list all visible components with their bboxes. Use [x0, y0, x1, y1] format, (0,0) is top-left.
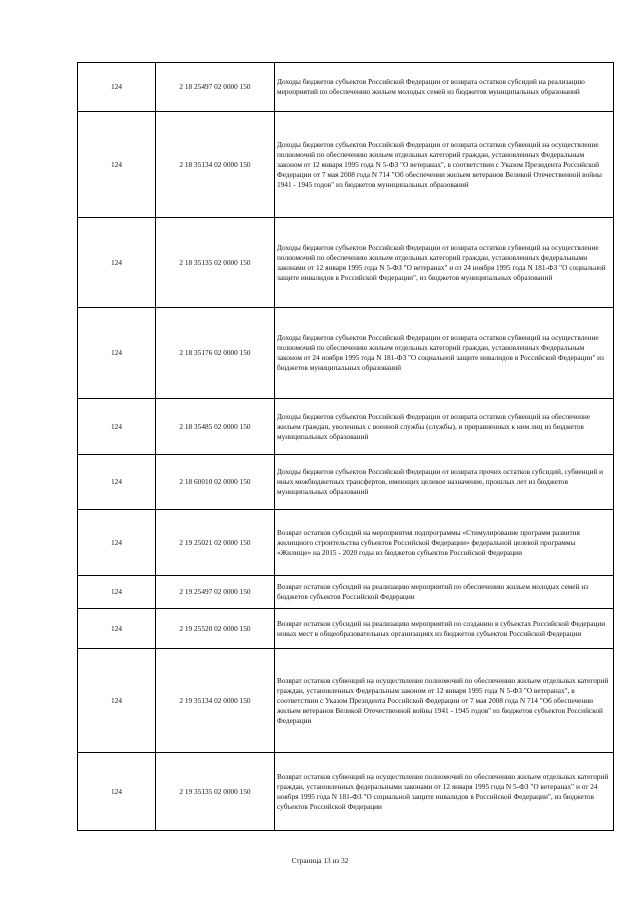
- table-row: [78, 753, 614, 831]
- description-cell: Доходы бюджетов субъектов Российской Федерации от возврата остатков субвенций на осуществление полномочий по обеспечению жильем отдельных категорий граждан, установленных федеральными законами от 12 января 1995 года N 5-ФЗ "О ветеранах" и от 24 ноября 1995 года N 181-ФЗ "О социальной защите инвалидов в Российской Федерации", из бюджетов муниципальных образований: [275, 218, 614, 308]
- budget-code-cell: 2 18 35135 02 0000 150: [156, 218, 275, 308]
- admin-code-cell: 124: [78, 576, 156, 609]
- budget-code-cell: 2 19 25021 02 0000 150: [156, 510, 275, 576]
- description-cell: Доходы бюджетов субъектов Российской Федерации от возврата остатков субвенций на осуществление полномочий по обеспечению жильем отдельных категорий граждан, установленных Федеральным законом от 12 января 1995 года N 5-ФЗ "О ветеранах", в соответствии с Указом Президента Российской Федерации от 7 мая 2008 года N 714 "Об обеспечении жильем ветеранов Великой Отечественной войны 1941 - 1945 годов" из бюджетов муниципальных образований: [275, 112, 614, 218]
- table-row: [78, 576, 614, 609]
- table-row: [78, 455, 614, 510]
- budget-code-cell: 2 19 35135 02 0000 150: [156, 753, 275, 831]
- budget-code-cell: 2 18 35485 02 0000 150: [156, 399, 275, 455]
- budget-code-cell: 2 18 35134 02 0000 150: [156, 112, 275, 218]
- description-cell: Доходы бюджетов субъектов Российской Федерации от возврата остатков субсидий на реализацию мероприятий по обеспечению жильем молодых семей из бюджетов муниципальных образований: [275, 63, 614, 112]
- description-cell: Возврат остатков субсидий на мероприятия подпрограммы «Стимулирование программ развития жилищного строительства субъектов Российской Федерации» федеральной целевой программы «Жилище» на 2015 - 2020 годы из бюджетов субъектов Российской Федерации: [275, 510, 614, 576]
- admin-code-cell: 124: [78, 112, 156, 218]
- budget-codes-table: [77, 62, 614, 831]
- admin-code-cell: 124: [78, 753, 156, 831]
- admin-code-cell: 124: [78, 399, 156, 455]
- table-row: [78, 649, 614, 753]
- budget-code-cell: 2 19 25497 02 0000 150: [156, 576, 275, 609]
- description-cell: Возврат остатков субвенций на осуществление полномочий по обеспечению жильем отдельных категорий граждан, установленных Федеральным законом от 12 января 1995 года N 5-ФЗ "О ветеранах", в соответствии с Указом Президента Российской Федерации от 7 мая 2008 года N 714 "Об обеспечении жильем ветеранов Великой Отечественной войны 1941 - 1945 годов" из бюджетов субъектов Российской Федерации: [275, 649, 614, 753]
- admin-code-cell: 124: [78, 455, 156, 510]
- table-row: [78, 218, 614, 308]
- admin-code-cell: 124: [78, 649, 156, 753]
- table-row: [78, 308, 614, 399]
- description-cell: Доходы бюджетов субъектов Российской Федерации от возврата остатков субвенций на обеспечение жильем граждан, уволенных с военной службы (службы), и приравненных к ним лиц из бюджетов муниципальных образований: [275, 399, 614, 455]
- description-cell: Доходы бюджетов субъектов Российской Федерации от возврата прочих остатков субсидий, субвенций и иных межбюджетных трансфертов, имеющих целевое назначение, прошлых лет из бюджетов муниципальных образований: [275, 455, 614, 510]
- description-cell: Возврат остатков субсидий на реализацию мероприятий по обеспечению жильем молодых семей из бюджетов субъектов Российской Федерации: [275, 576, 614, 609]
- table-row: [78, 399, 614, 455]
- budget-code-cell: 2 19 25520 02 0000 150: [156, 609, 275, 649]
- table-row: [78, 63, 614, 112]
- budget-code-cell: 2 19 35134 02 0000 150: [156, 649, 275, 753]
- admin-code-cell: 124: [78, 308, 156, 399]
- admin-code-cell: 124: [78, 609, 156, 649]
- admin-code-cell: 124: [78, 218, 156, 308]
- budget-code-cell: 2 18 35176 02 0000 150: [156, 308, 275, 399]
- budget-code-cell: 2 18 25497 02 0000 150: [156, 63, 275, 112]
- description-cell: Возврат остатков субвенций на осуществление полномочий по обеспечению жильем отдельных категорий граждан, установленных федеральными законами от 12 января 1995 года N 5-ФЗ "О ветеранах" и от 24 ноября 1995 года N 181-ФЗ "О социальной защите инвалидов в Российской Федерации", из бюджетов субъектов Российской Федерации: [275, 753, 614, 831]
- description-cell: Доходы бюджетов субъектов Российской Федерации от возврата остатков субвенций на осуществление полномочий по обеспечению жильем отдельных категорий граждан, установленных Федеральным законом от 24 ноября 1995 года N 181-ФЗ "О социальной защите инвалидов в Российской Федерации" из бюджетов муниципальных образований: [275, 308, 614, 399]
- budget-code-cell: 2 18 60010 02 0000 150: [156, 455, 275, 510]
- table-row: [78, 609, 614, 649]
- table-row: [78, 510, 614, 576]
- table-row: [78, 112, 614, 218]
- admin-code-cell: 124: [78, 510, 156, 576]
- description-cell: Возврат остатков субсидий на реализацию мероприятий по созданию в субъектах Российской Федерации новых мест в общеобразовательных организациях из бюджетов субъектов Российской Федерации: [275, 609, 614, 649]
- page-number-footer: Страница 13 из 32: [291, 856, 349, 865]
- admin-code-cell: 124: [78, 63, 156, 112]
